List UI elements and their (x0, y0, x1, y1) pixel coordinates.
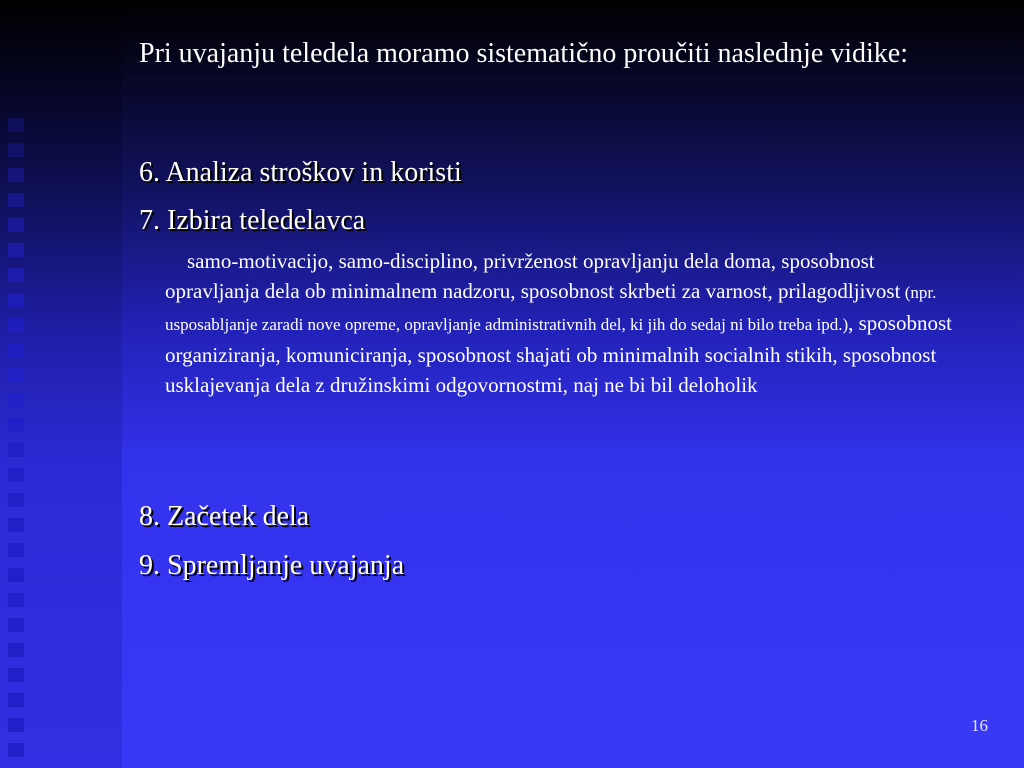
decor-square (8, 368, 24, 382)
list-item-9: 9. Spremljanje uvajanja (139, 550, 405, 581)
decor-square (8, 318, 24, 332)
decor-square (8, 268, 24, 282)
decor-square (8, 143, 24, 157)
decor-square (8, 343, 24, 357)
left-decorative-strip (0, 0, 122, 768)
item-7-description (165, 246, 965, 400)
decorative-squares (8, 118, 28, 768)
decor-square (8, 543, 24, 557)
decor-square (8, 568, 24, 582)
description-text-part1: samo-motivacijo, samo-disciplino, privrženost opravljanju dela doma, sposobnost opravljanja dela ob minimalnem nadzoru, sposobnost skrbeti za varnost, prilagodljivost (165, 249, 901, 303)
decor-square (8, 593, 24, 607)
list-item-8: 8. Začetek dela (139, 501, 310, 532)
decor-square (8, 418, 24, 432)
decor-square (8, 743, 24, 757)
decor-square (8, 193, 24, 207)
decor-square (8, 618, 24, 632)
decor-square (8, 493, 24, 507)
decor-square (8, 243, 24, 257)
decor-square (8, 443, 24, 457)
decor-square (8, 168, 24, 182)
slide-title: Pri uvajanju teledela moramo sistematično proučiti naslednje vidike: (139, 38, 909, 69)
decor-square (8, 393, 24, 407)
description-text-example: (npr. usposabljanje zaradi nove opreme, opravljanje administrativnih del, ki jih do sedaj ni bilo treba ipd.) (165, 283, 937, 334)
slide-number: 16 (971, 716, 988, 735)
decor-square (8, 118, 24, 132)
decor-square (8, 293, 24, 307)
decor-square (8, 643, 24, 657)
decor-square (8, 693, 24, 707)
decor-square (8, 518, 24, 532)
decor-square (8, 718, 24, 732)
list-item-7: 7. Izbira teledelavca (139, 205, 366, 236)
decor-square (8, 668, 24, 682)
list-item-6: 6. Analiza stroškov in koristi (139, 157, 462, 188)
description-text-part3: , sposobnost organiziranja, komuniciranja, sposobnost shajati ob minimalnih socialnih stikih, sposobnost usklajevanja dela z družinskimi odgovornostmi, naj ne bi bil deloholik (165, 311, 952, 397)
decor-square (8, 468, 24, 482)
decor-square (8, 218, 24, 232)
